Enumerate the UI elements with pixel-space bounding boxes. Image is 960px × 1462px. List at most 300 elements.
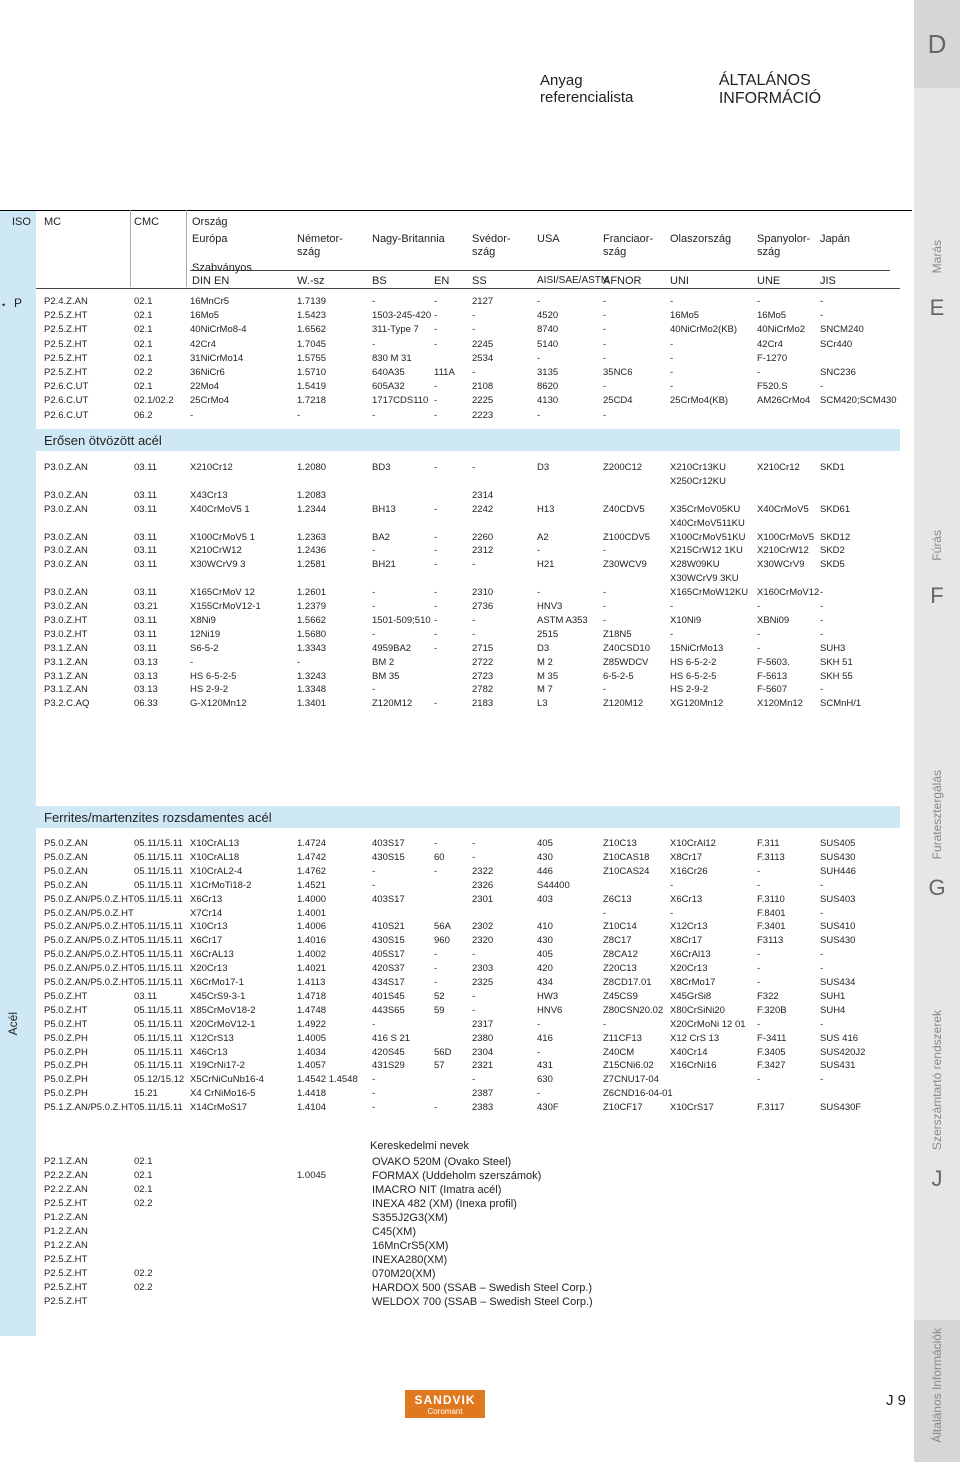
table-cell: 25CD4 [603,395,633,407]
table-cell: Z40CM [603,1046,635,1058]
table-cell: P3.1.Z.AN [44,670,88,682]
table-row [0,532,912,545]
table-cell: - [603,352,607,364]
trade-row [0,1254,912,1267]
table-cell: BD3 [372,462,391,473]
table-cell: - [434,838,438,849]
table-cell: - [820,1018,824,1030]
table-cell: P5.0.Z.PH [44,1088,88,1100]
table-cell: X45CrS9-3-1 [190,990,246,1002]
table-cell: - [537,545,541,557]
table-cell: 03.11 [134,489,158,501]
table-cell: 2736 [472,601,494,612]
table-cell: - [372,628,376,640]
col-jis: JIS [820,275,836,287]
table-cell: AM26CrMo4 [757,395,811,407]
table-cell: G-X120Mn12 [190,698,247,710]
table-cell: F.3401 [757,921,786,933]
table-cell: 430 [537,851,553,863]
table-cell: - [537,587,541,599]
trade-cell: INEXA280(XM) [372,1254,448,1266]
table-cell: 31NiCrMo14 [190,352,244,364]
table-cell: - [757,949,761,961]
table-cell: - [537,296,541,307]
table-cell: X165CrMoV 12 [190,587,255,599]
table-cell: 05.11/15.11 [134,1060,183,1072]
table-cell: M 35 [537,670,559,682]
table-cell: - [537,1018,541,1030]
table-cell: F-5607 [757,684,788,696]
table-cell: 2380 [472,1032,494,1044]
table-cell: 434S17 [372,977,405,988]
table-cell: Z8C17 [603,935,632,947]
table-cell: 05.11/15.11 [134,977,183,988]
tab-general-info[interactable] [914,1320,960,1462]
table-cell: 960 [434,935,450,947]
table-cell: - [372,1102,376,1114]
table-cell: 403S17 [372,838,405,849]
table-cell: 2322 [472,865,494,877]
table-cell: - [670,296,674,307]
table-cell: X6CrAL13 [190,949,234,961]
table-cell: - [434,310,438,322]
table-cell: P3.0.Z.AN [44,559,88,571]
table-cell: 12Ni19 [190,628,221,640]
table-cell: 03.11 [134,559,158,571]
table-row [0,462,912,475]
table-cell: X20Cr13 [670,963,708,975]
tab-f-drilling[interactable] [914,530,960,609]
table-cell: Z8CD17.01 [603,977,652,988]
table-cell: 42Cr4 [190,338,216,350]
table-cell: X1CrMoTi18-2 [190,879,252,891]
table-cell: 05.11/15.11 [134,893,183,905]
table-cell: 03.13 [134,684,158,696]
col-afnor: AFNOR [603,275,642,287]
table-row [0,476,912,489]
table-cell: HS 6-5-2-2 [670,656,717,668]
tab-f-label: Fúrás [930,530,944,561]
table-cell: 03.11 [134,614,158,626]
table-cell: D3 [537,642,550,654]
table-cell: 4520 [537,310,559,322]
trade-row [0,1240,912,1253]
table-cell: SUS403 [820,893,856,905]
tab-j-tooling[interactable] [914,1010,960,1192]
col-iso: ISO [12,216,31,228]
table-cell: - [434,628,438,640]
table-cell: X100CrMoV5 1 [190,531,255,543]
trade-cell: P2.2.Z.AN [44,1184,88,1195]
header-section-title: ÁLTALÁNOS INFORMÁCIÓ [718,72,822,107]
col-cmc: CMC [134,216,160,228]
table-cell: F520.S [757,381,788,393]
table-cell: P2.5.Z.HT [44,324,88,336]
table-row [0,573,912,586]
table-cell: X30WCrV9 3KU [670,573,739,585]
tab-g-label: Furatesztergálás [930,770,944,860]
table-cell: - [434,865,438,877]
table-cell: SKH 51 [820,656,853,668]
tab-d-letter: D [927,28,947,59]
col-usa: USA [537,233,560,245]
table-row [0,1074,912,1087]
table-top-rule [0,210,912,211]
table-cell: 40NiCrMo2 [757,324,806,336]
table-cell: P2.6.C.UT [44,381,89,393]
col-en: EN [434,275,450,287]
table-cell: - [434,977,438,988]
table-cell: 02.1 [134,352,153,364]
table-cell: P5.0.Z.PH [44,1074,88,1086]
table-cell: X46Cr13 [190,1046,228,1058]
table-cell: - [372,409,376,421]
table-cell: - [472,367,476,378]
table-cell: 1.4762 [297,865,327,877]
table-cell: 2223 [472,409,494,421]
table-cell: BA2 [372,531,390,543]
table-row [0,629,912,642]
table-cell: 410 [537,921,553,933]
table-cell: 2326 [472,879,494,891]
table-cell: 431 [537,1060,553,1072]
col-italy: Olaszország [670,233,732,245]
table-cell: X40Cr14 [670,1046,708,1058]
table-cell: - [372,601,376,612]
table-cell: X8CrMo17 [670,977,716,988]
trade-cell: 16MnCrS5(XM) [372,1240,449,1252]
table-cell: Z6C13 [603,893,632,905]
table-cell: BM 35 [372,670,400,682]
table-cell: 430S15 [372,851,405,863]
table-cell: F.320B [757,1004,787,1016]
col-spain: Spanyolor- [757,233,811,245]
trade-cell: P1.2.Z.AN [44,1226,88,1237]
table-row [0,367,912,380]
table-cell: H13 [537,503,555,515]
trade-cell: 02.1 [134,1156,153,1167]
table-cell: Z40CSD10 [603,642,650,654]
table-cell: 1.4034 [297,1046,327,1058]
col-uk: Nagy-Britannia [372,233,445,245]
table-cell: F-3411 [757,1032,787,1044]
table-cell: 4130 [537,395,559,407]
table-cell: F.8401 [757,907,786,919]
table-cell: Z30WCV9 [603,559,647,571]
table-cell: 416 S 21 [372,1032,411,1044]
table-cell: 830 M 31 [372,352,412,364]
table-cell: 8620 [537,381,559,393]
table-cell: X43Cr13 [190,489,228,501]
table-cell: X210CrW12 [190,545,242,557]
steel-label: Acél [6,1012,20,1036]
tab-d[interactable] [914,0,960,88]
table-cell: 03.21 [134,601,158,612]
table-row [0,643,912,656]
trade-cell: 02.2 [134,1268,153,1279]
table-cell: 05.11/15.11 [134,1004,183,1016]
table-cell: - [603,296,607,307]
table-cell: P2.5.Z.HT [44,367,88,378]
table-row [0,490,912,503]
table-cell: 1.4104 [297,1102,327,1114]
table-cell: P3.0.Z.AN [44,503,88,515]
table-cell: X16CrNi16 [670,1060,717,1072]
table-cell: P5.0.Z.AN [44,865,88,877]
table-cell: SUS405 [820,838,856,849]
tab-g-boring[interactable] [914,770,960,901]
table-cell: 1.4922 [297,1018,327,1030]
table-cell: 06.2 [134,409,153,421]
table-cell: P5.0.Z.AN [44,851,88,863]
table-cell: Z20C13 [603,963,637,975]
table-cell: - [603,1018,607,1030]
table-cell: F322 [757,990,779,1002]
table-cell: P3.0.Z.AN [44,545,88,557]
table-cell: 05.11/15.11 [134,865,183,877]
col-france-2: szág [603,246,627,258]
table-cell: 16MnCr5 [190,296,230,307]
table-row [0,559,912,572]
table-cell: P2.5.Z.HT [44,310,88,322]
table-cell: SKD2 [820,545,845,557]
table-cell: - [434,503,438,515]
table-cell: X10CrS17 [670,1102,714,1114]
table-cell: 2321 [472,1060,494,1072]
table-row [0,339,912,352]
table-cell: SUS430 [820,935,856,947]
table-cell: 1.4001 [297,907,327,919]
table-cell: - [434,587,438,599]
table-cell: XG120Mn12 [670,698,724,710]
table-cell: Z40CDV5 [603,503,645,515]
table-cell: X8Cr17 [670,851,703,863]
table-cell: 05.11/15.11 [134,963,183,975]
table-cell: 2260 [472,531,494,543]
table-cell: - [472,559,476,571]
table-cell: - [434,395,438,407]
table-row [0,310,912,323]
table-cell: 03.11 [134,642,158,654]
table-cell: X20CrMoNi 12 01 [670,1018,746,1030]
table-cell: - [757,642,761,654]
table-cell: 1.2344 [297,503,327,515]
table-cell: SNC236 [820,367,856,378]
table-cell: - [603,545,607,557]
trade-cell: OVAKO 520M (Ovako Steel) [372,1156,512,1168]
table-cell: F-5603. [757,656,790,668]
table-cell: 1.4113 [297,977,326,988]
table-cell: 02.1 [134,338,153,350]
table-cell: X45GrSi8 [670,990,712,1002]
table-cell: 1.2083 [297,489,327,501]
table-cell: - [297,656,301,668]
table-cell: 36NiCr6 [190,367,225,378]
table-cell: 401S45 [372,990,405,1002]
col-aisi: AISI/SAE/ASTM [537,275,610,286]
table-cell: Z80CSN20.02 [603,1004,664,1016]
table-cell: P5.0.Z.AN/P5.0.Z.HT [44,893,134,905]
table-cell: - [820,628,824,640]
table-cell: HW3 [537,990,559,1002]
col-din-en: DIN EN [192,275,230,287]
col-sweden-2: szág [472,246,496,258]
table-cell: X12CrS13 [190,1032,234,1044]
table-cell: SCMnH/1 [820,698,862,710]
table-cell: X8Ni9 [190,614,216,626]
table-cell: 3135 [537,367,559,378]
table-cell: P5.0.Z.AN/P5.0.Z.HT [44,921,134,933]
table-cell: Z10CAS18 [603,851,650,863]
table-header-bottom-rule [36,288,900,289]
table-cell: 02.2 [134,367,153,378]
table-cell: - [670,352,674,364]
trade-cell: 02.2 [134,1198,153,1209]
table-cell: P3.0.Z.AN [44,531,88,543]
table-cell: 2312 [472,545,494,557]
table-cell: 8740 [537,324,559,336]
trade-row [0,1282,912,1295]
table-cell: - [820,601,824,612]
table-cell: 1.2436 [297,545,327,557]
table-row [0,601,912,614]
trade-cell: IMACRO NIT (Imatra acél) [372,1184,502,1196]
table-cell: 03.11 [134,628,158,640]
table-cell: X7Cr14 [190,907,223,919]
table-cell: X6Cr13 [190,893,223,905]
table-row [0,908,912,921]
table-cell: X210Cr12 [757,462,800,473]
table-row [0,381,912,394]
table-cell: 56D [434,1046,452,1058]
table-cell: - [434,338,438,350]
table-cell: BM 2 [372,656,395,668]
table-cell: Z10C13 [603,838,637,849]
table-cell: X210CrW12 [757,545,809,557]
table-cell: P5.0.Z.AN/P5.0.Z.HT [44,977,134,988]
table-cell: X165CrMoW12KU [670,587,749,599]
column-divider [186,210,187,287]
table-cell: - [537,352,541,364]
table-cell: - [472,838,476,849]
table-cell: - [434,381,438,393]
table-row [0,684,912,697]
table-cell: - [670,907,674,919]
col-une: UNE [757,275,781,287]
table-cell: 443S65 [372,1004,405,1016]
table-cell: F.311 [757,838,780,849]
table-cell: 03.11 [134,531,158,543]
table-cell: - [434,698,438,710]
table-cell: - [757,628,761,640]
table-row [0,353,912,366]
table-cell: - [434,545,438,557]
table-row [0,518,912,531]
table-cell: F.3110 [757,893,785,905]
table-cell: - [820,907,824,919]
table-row [0,698,912,711]
table-cell: 1.4016 [297,935,327,947]
table-cell: P5.0.Z.HT [44,1018,88,1030]
tab-e-letter: E [929,295,945,321]
table-cell: - [820,614,824,626]
table-cell: 05.11/15.11 [134,949,183,961]
table-cell: 1501-509;510 [372,614,431,626]
table-cell: 1.2379 [297,601,327,612]
col-standard: Szabványos [192,262,252,274]
table-cell: SKD12 [820,531,851,543]
table-cell: - [820,296,824,307]
table-cell: 35NC6 [603,367,633,378]
trade-cell: WELDOX 700 (SSAB – Swedish Steel Corp.) [372,1296,593,1308]
table-cell: 311-Type 7 [372,324,419,336]
table-cell: BH21 [372,559,396,571]
table-cell: S44400 [537,879,570,891]
table-cell: X6CrMo17-1 [190,977,244,988]
table-cell: HS 2-9-2 [670,684,709,696]
table-cell: 02.1 [134,310,153,322]
trade-cell: 02.1 [134,1184,153,1195]
table-cell: X85CrMoV18-2 [190,1004,256,1016]
table-cell: 2387 [472,1088,494,1100]
table-cell: - [472,851,476,863]
table-cell: XBNi09 [757,614,790,626]
trade-cell: P1.2.Z.AN [44,1212,88,1223]
table-row [0,1005,912,1018]
table-cell: - [757,1074,761,1086]
table-cell: - [434,614,438,626]
table-cell: - [372,684,376,696]
table-cell: - [670,367,674,378]
table-cell: Z10CF17 [603,1102,643,1114]
table-cell: - [603,587,607,599]
table-cell: 03.13 [134,656,158,668]
table-row [0,1060,912,1073]
table-cell: X100CrMoV51KU [670,531,746,543]
table-row [0,921,912,934]
table-cell: 60 [434,851,445,863]
table-row [0,991,912,1004]
table-cell: - [472,1004,476,1016]
table-cell: - [820,587,824,599]
table-cell: HS 6-5-2-5 [670,670,717,682]
tab-e-milling[interactable] [914,240,960,321]
table-cell: P5.0.Z.HT [44,1004,88,1016]
table-cell: - [603,614,607,626]
col-spain-2: szág [757,246,781,258]
table-row [0,587,912,600]
tab-f-letter: F [930,582,944,608]
table-cell: 05.11/15.11 [134,879,183,891]
table-cell: 25CrMo4 [190,395,230,407]
table-cell: 2304 [472,1046,494,1058]
table-cell: 1.7218 [297,395,327,407]
table-row [0,949,912,962]
table-cell: SUH1 [820,990,846,1002]
table-cell: X250Cr12KU [670,475,726,487]
table-row [0,894,912,907]
table-cell: HS 6-5-2-5 [190,670,237,682]
trade-row [0,1226,912,1239]
table-cell: 111A [434,367,455,378]
table-cell: - [670,628,674,640]
section-high-alloy: Erősen ötvözött acél [36,429,900,451]
table-row [0,324,912,337]
table-row [0,977,912,990]
table-cell: 431S29 [372,1060,405,1072]
table-cell: 1.5755 [297,352,327,364]
table-cell: 03.11 [134,587,158,599]
